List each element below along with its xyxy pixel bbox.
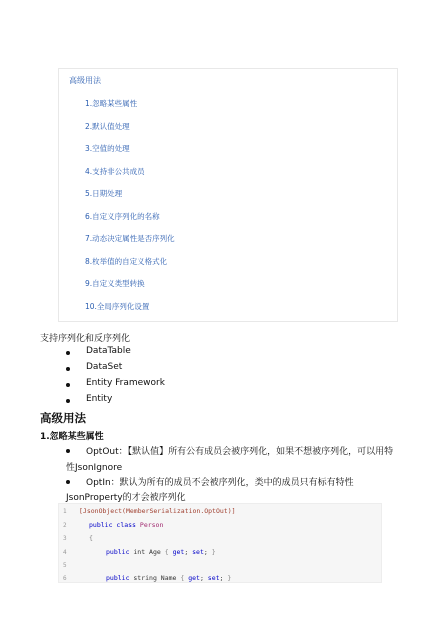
line-number: 6 [63,575,67,582]
toc-link-dates[interactable]: 5.日期处理 [85,189,123,198]
toc-link-enum-format[interactable]: 8.枚举值的自定义格式化 [85,257,168,266]
toc-box [58,68,398,322]
code-line: public string Name { get; set; } [106,574,232,582]
code-line: [JsonObject(MemberSerialization.OptOut)] [79,507,236,515]
toc-link-global-settings[interactable]: 10.全局序列化设置 [85,302,150,311]
toc-title: 高级用法 [69,76,101,85]
toc-link-ignore-properties[interactable]: 1.忽略某些属性 [85,99,138,108]
bullet-icon [66,383,70,387]
toc-link-custom-names[interactable]: 6.自定义序列化的名称 [85,212,160,221]
line-number: 1 [63,508,67,515]
toc-link-type-conversion[interactable]: 9.自定义类型转换 [85,279,145,288]
toc-link-dynamic-serialization[interactable]: 7.动态决定属性是否序列化 [85,234,175,243]
optin-text-line1: OptIn：默认为所有的成员不会被序列化，类中的成员只有标有特性 [86,478,354,488]
support-item-entity: Entity [86,394,113,404]
section-subheading: 1.忽略某些属性 [40,432,104,442]
code-line: { [89,534,93,542]
line-number: 3 [63,535,67,542]
optin-text-line2: JsonProperty的才会被序列化 [66,493,186,503]
bullet-icon [66,367,70,371]
line-number: 5 [63,562,67,569]
line-number: 4 [63,549,67,556]
toc-link-null-values[interactable]: 3.空值的处理 [85,144,130,153]
code-line: public class Person [89,521,164,529]
bullet-icon [66,480,70,484]
code-block [58,503,382,583]
toc-link-default-values[interactable]: 2.默认值处理 [85,122,130,131]
support-intro: 支持序列化和反序列化 [40,334,131,344]
bullet-icon [66,399,70,403]
support-item-datatable: DataTable [86,346,131,356]
support-item-entity-framework: Entity Framework [86,378,165,388]
code-line: public int Age { get; set; } [106,548,216,556]
toc-link-non-public-members[interactable]: 4.支持非公共成员 [85,167,145,176]
line-number: 2 [63,522,67,529]
optout-text-line1: OptOut：【默认值】所有公有成员会被序列化，如果不想被序列化，可以用特 [86,447,394,457]
support-item-dataset: DataSet [86,362,123,372]
section-heading: 高级用法 [40,411,86,425]
bullet-icon [66,351,70,355]
bullet-icon [66,449,70,453]
optout-text-line2: 性JsonIgnore [66,463,123,473]
